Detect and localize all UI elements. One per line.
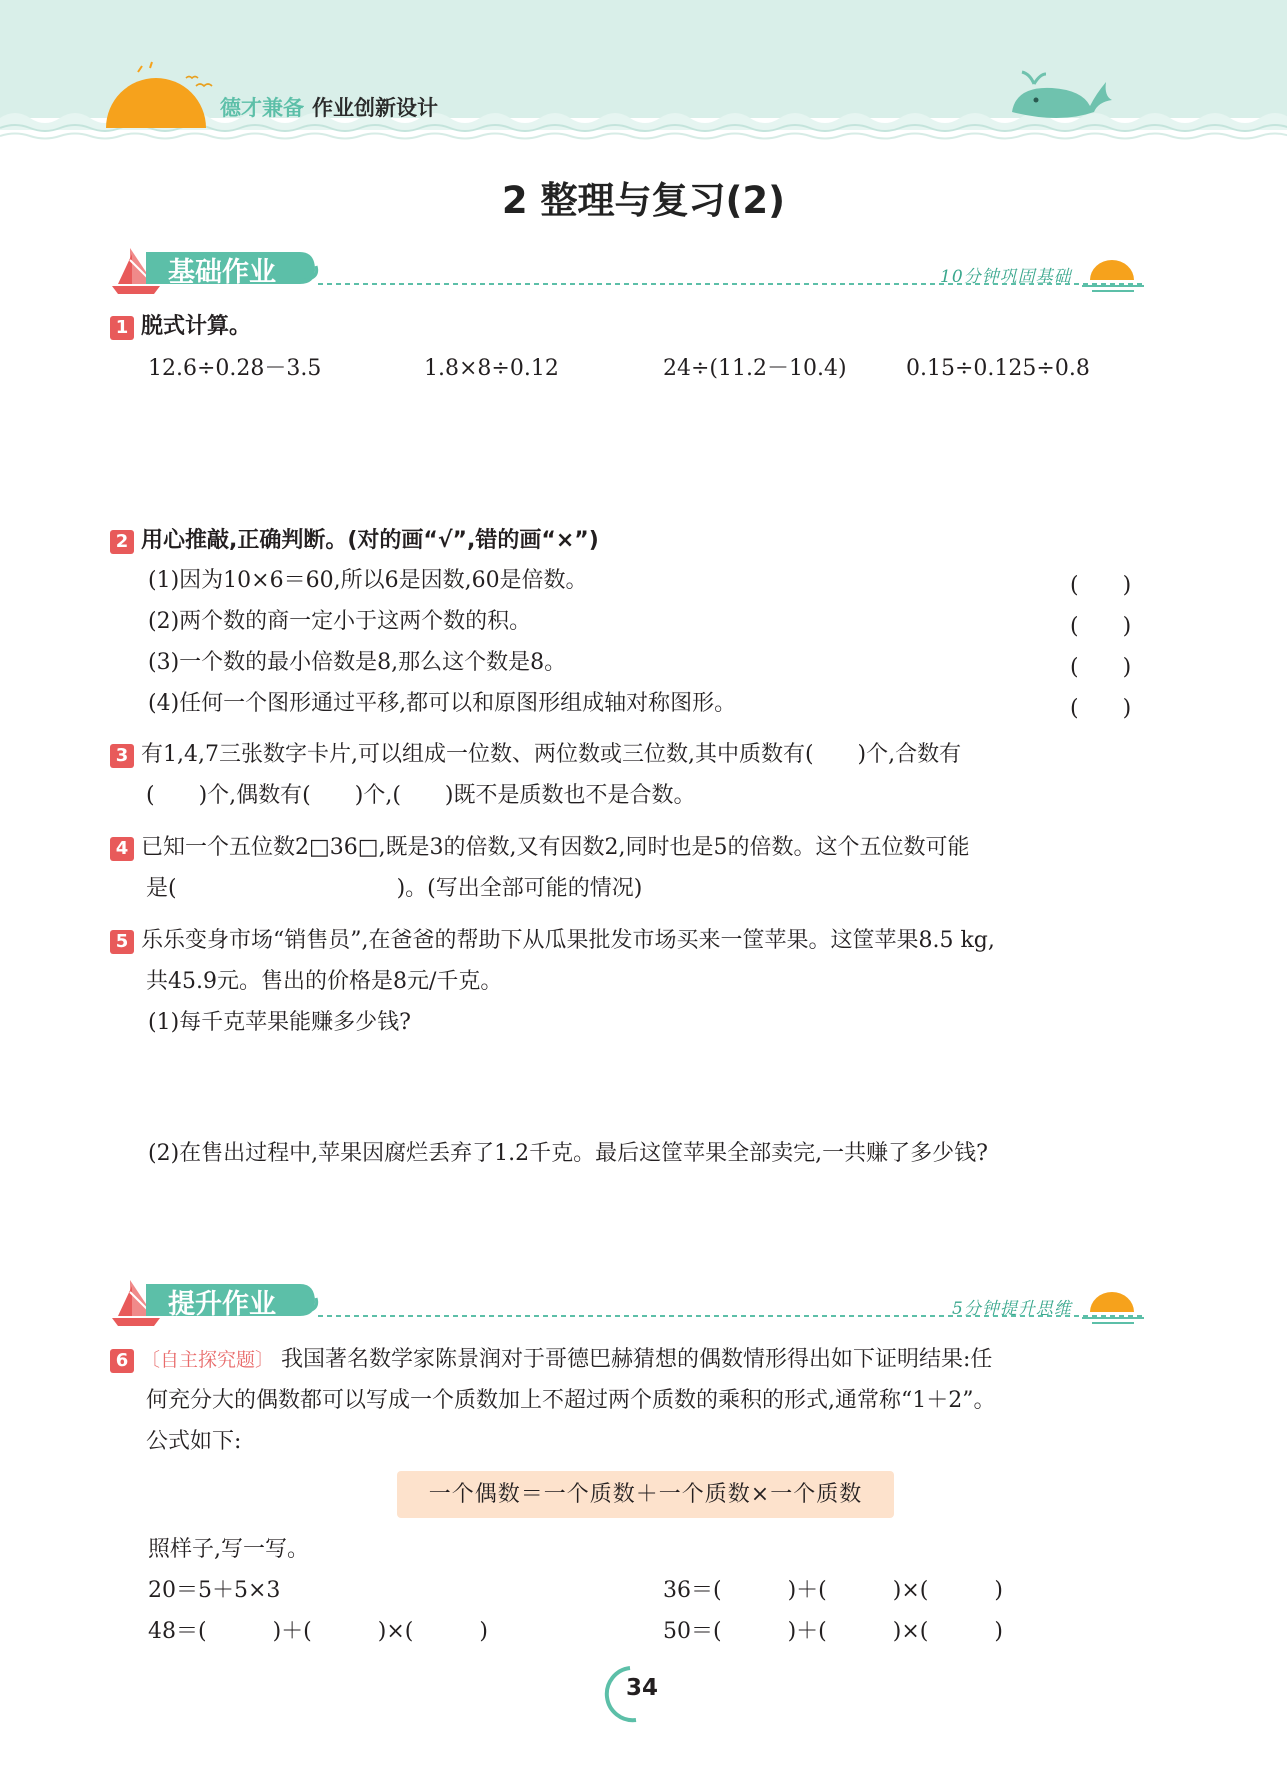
equation-48[interactable]: 48＝( )＋( )×( ) [148, 1619, 488, 1644]
equation-36[interactable]: 36＝( )＋( )×( ) [663, 1578, 1003, 1603]
question-number: 5 [110, 930, 134, 954]
header-banner [0, 0, 1287, 150]
question-text: 有1,4,7三张数字卡片,可以组成一位数、两位数或三位数,其中质数有( )个,合数有 [141, 742, 962, 767]
answer-blank[interactable]: ( ) [1070, 696, 1132, 721]
section-label-basic: 基础作业 [168, 257, 276, 288]
page-title: 2 整理与复习(2) [501, 179, 786, 222]
question-text: 乐乐变身市场“销售员”,在爸爸的帮助下从瓜果批发市场买来一筐苹果。这筐苹果8.5 kg, [141, 928, 995, 953]
question-text: 已知一个五位数2□36□,既是3的倍数,又有因数2,同时也是5的倍数。这个五位数可能 [141, 835, 970, 860]
judge-item-2: (2)两个数的商一定小于这两个数的积。 [148, 609, 532, 634]
question-5 [110, 920, 995, 961]
brand-subtitle: 作业创新设计 [312, 96, 438, 120]
question-2-title [110, 520, 599, 561]
question-6-instruction: 照样子,写一写。 [148, 1537, 309, 1562]
section-tip-advanced: 5分钟提升思维 [952, 1299, 1072, 1319]
judge-item-3: (3)一个数的最小倍数是8,那么这个数是8。 [148, 650, 567, 675]
calc-item-3: 24÷(11.2－10.4) [663, 356, 847, 381]
question-1-title [110, 306, 251, 347]
calc-item-1: 12.6÷0.28－3.5 [148, 356, 322, 381]
question-6-line2: 何充分大的偶数都可以写成一个质数加上不超过两个质数的乘积的形式,通常称“1＋2”。 [146, 1388, 996, 1413]
question-number: 3 [110, 744, 134, 768]
page-number: 34 [625, 1675, 658, 1701]
judge-item-1: (1)因为10×6＝60,所以6是因数,60是倍数。 [148, 568, 588, 593]
question-5-sub2: (2)在售出过程中,苹果因腐烂丢弃了1.2千克。最后这筐苹果全部卖完,一共赚了多少钱? [148, 1141, 988, 1166]
calc-item-4: 0.15÷0.125÷0.8 [906, 356, 1090, 381]
answer-blank[interactable]: ( ) [1070, 614, 1132, 639]
calc-item-2: 1.8×8÷0.12 [424, 356, 559, 381]
question-6 [110, 1339, 992, 1381]
section-label-advanced: 提升作业 [168, 1289, 276, 1320]
formula-box: 一个偶数＝一个质数＋一个质数×一个质数 [397, 1471, 894, 1518]
question-text: 用心推敲,正确判断。(对的画“√”,错的画“×”) [141, 528, 599, 553]
brand-series: 德才兼备 [220, 96, 304, 120]
question-6-line3: 公式如下: [146, 1429, 242, 1454]
question-text: 我国著名数学家陈景润对于哥德巴赫猜想的偶数情形得出如下证明结果:任 [281, 1347, 993, 1372]
question-3-line2: ( )个,偶数有( )个,( )既不是质数也不是合数。 [146, 783, 696, 808]
question-number: 1 [110, 316, 134, 340]
question-text: 脱式计算。 [141, 314, 252, 339]
question-5-sub1: (1)每千克苹果能赚多少钱? [148, 1010, 411, 1035]
judge-item-4: (4)任何一个图形通过平移,都可以和原图形组成轴对称图形。 [148, 691, 737, 716]
question-5-line2: 共45.9元。售出的价格是8元/千克。 [146, 969, 503, 994]
question-number: 4 [110, 837, 134, 861]
question-tag: 〔自主探究题〕 [141, 1349, 275, 1371]
question-number: 2 [110, 530, 134, 554]
brand [220, 92, 438, 122]
question-number: 6 [110, 1349, 134, 1373]
answer-blank[interactable]: ( ) [1070, 573, 1132, 598]
section-tip-basic: 10分钟巩固基础 [940, 267, 1072, 287]
example-equation: 20＝5＋5×3 [148, 1578, 281, 1603]
question-3 [110, 734, 961, 775]
sunset-icon [1082, 260, 1144, 291]
question-4 [110, 827, 970, 868]
question-4-line2: 是( )。(写出全部可能的情况) [146, 876, 643, 901]
equation-50[interactable]: 50＝( )＋( )×( ) [663, 1619, 1003, 1644]
sunset-icon [1082, 1292, 1144, 1323]
answer-blank[interactable]: ( ) [1070, 655, 1132, 680]
